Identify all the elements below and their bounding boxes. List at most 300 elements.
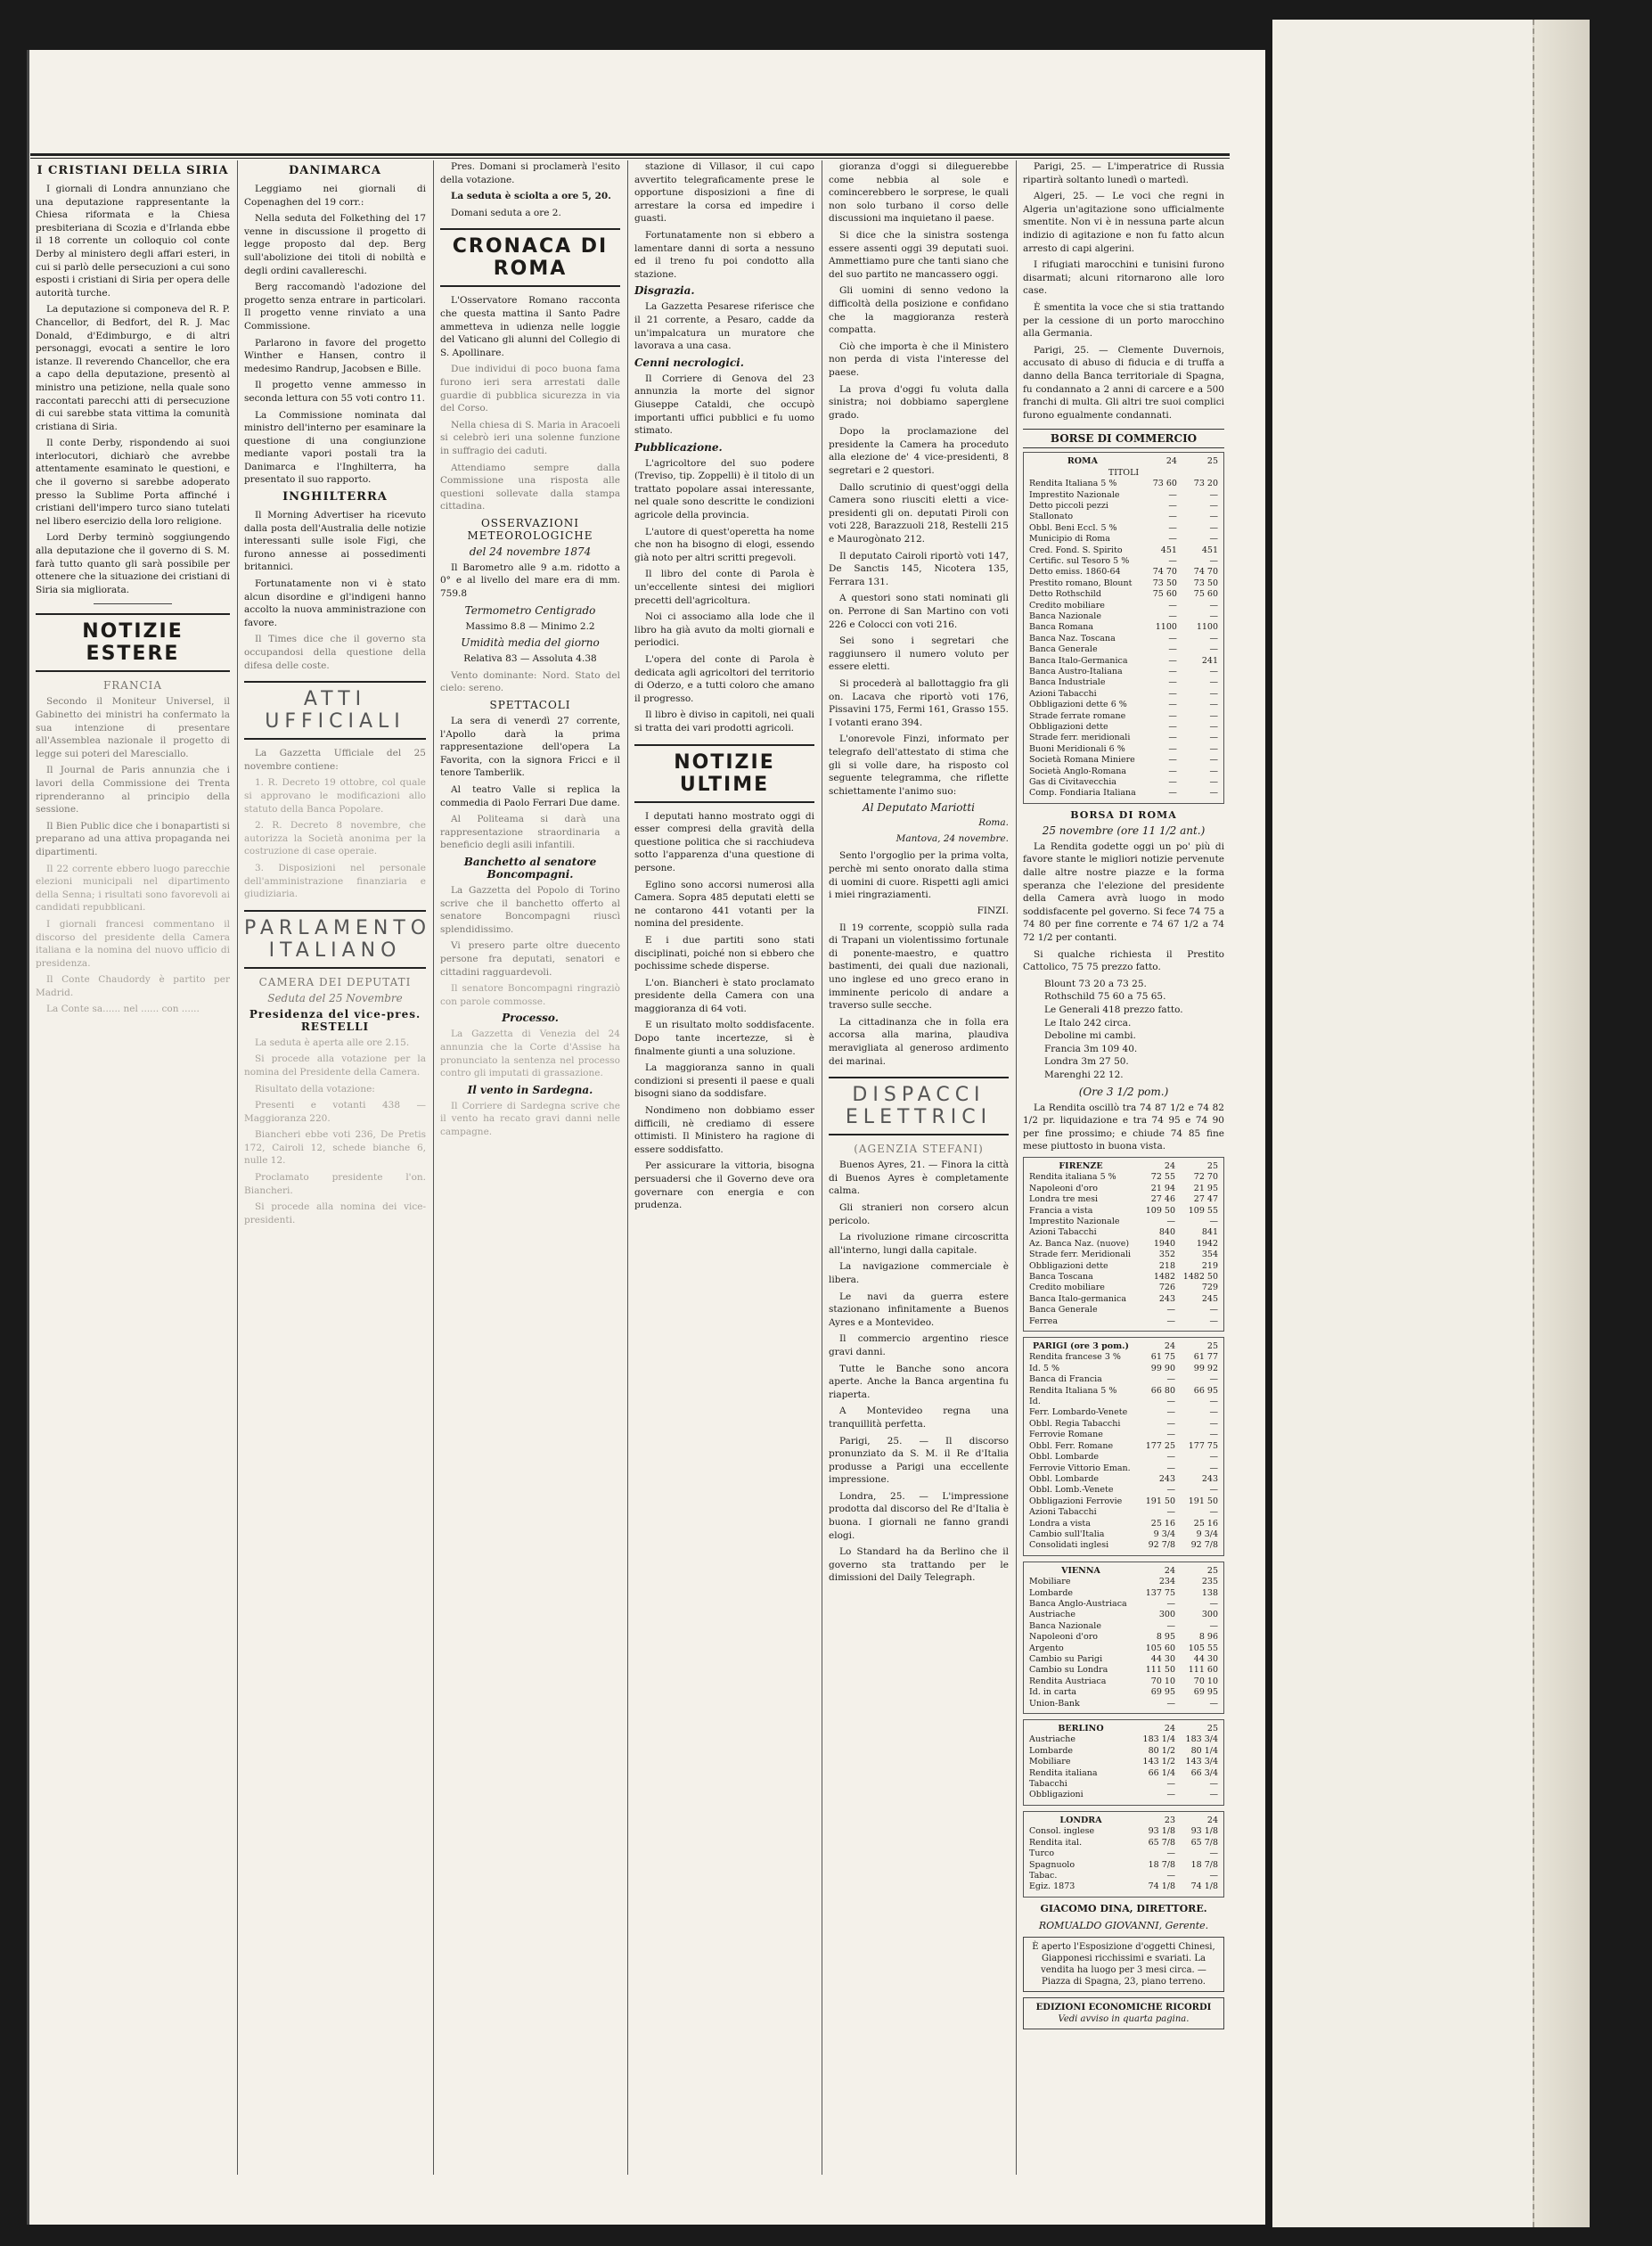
market-city: VIENNA [1061, 1565, 1100, 1576]
market-row [1027, 644, 1220, 655]
market-row [1027, 1699, 1220, 1709]
market-value: — [1168, 667, 1177, 676]
market-value: 73 60 [1152, 479, 1177, 489]
market-security-name: Detto piccoli pezzi [1029, 500, 1108, 511]
market-value: — [1209, 1452, 1218, 1463]
article-paragraph: Nella chiesa di S. Maria in Aracoeli si celebrò ieri una solenne funzione in suffragio dei caduti. [440, 419, 620, 456]
article-paragraph: Parigi, 25. — Clemente Duvernois, accusato di abuso di fiducia e di truffa a danno della Banca territoriale di Spagna, fu condannato a 2 anni di carcere e a 500 franchi di multa. Gli altri tre suoi complici furono egualmente condannati. [1023, 344, 1224, 421]
article-paragraph: L'autore di quest'operetta ha nome che non ha bisogno di elogi, essendo già noto per altri scritti pregevoli. [634, 526, 814, 563]
market-value: — [1168, 555, 1177, 566]
market-security-name: Obbl. Lombarde [1029, 1452, 1100, 1463]
market-value: 93 1/8 [1148, 1826, 1175, 1837]
market-value: 66 80 [1150, 1385, 1175, 1396]
market-row [1027, 1250, 1220, 1260]
market-row [1027, 501, 1220, 512]
market-value: 726 [1158, 1283, 1175, 1293]
market-value: — [1168, 733, 1177, 743]
market-security-name: Consol. inglese [1029, 1826, 1095, 1837]
market-row [1027, 1746, 1220, 1757]
market-table-roma [1023, 452, 1224, 804]
market-security-name: Banca Anglo-Austriaca [1029, 1598, 1127, 1609]
market-security-name: Cambio sull'Italia [1029, 1529, 1105, 1539]
market-value: 21 94 [1150, 1183, 1175, 1193]
market-date: 24 [1206, 1815, 1218, 1825]
market-value: 138 [1201, 1587, 1218, 1598]
market-value: — [1166, 1452, 1175, 1463]
market-section-title: BORSE DI COMMERCIO [1023, 429, 1224, 448]
market-row [1027, 656, 1220, 667]
subsection-title: OSSERVAZIONI METEOROLOGICHE [467, 516, 593, 542]
market-value: 241 [1201, 655, 1218, 666]
market-value: 1942 [1196, 1238, 1218, 1249]
market-row [1027, 1316, 1220, 1327]
market-value: 99 92 [1193, 1363, 1218, 1373]
subsection-title: Umidità media del giorno [461, 636, 600, 650]
market-row [1027, 1826, 1220, 1837]
market-value: — [1168, 611, 1177, 621]
market-value: 111 60 [1188, 1665, 1218, 1676]
market-date: 23 [1164, 1815, 1175, 1825]
market-value: — [1209, 1620, 1218, 1631]
market-value: 243 [1201, 1473, 1218, 1484]
article-paragraph: Berg raccomandò l'adozione del progetto senza entrare in particolari. Il progetto venne rinviato a una Commissione. [244, 282, 426, 332]
subsection-title: (AGENZIA STEFANI) [854, 1143, 984, 1156]
market-value: — [1168, 722, 1177, 733]
market-security-name: Lombarde [1029, 1587, 1074, 1598]
market-date: 25 [1206, 1160, 1218, 1171]
market-row [1027, 1632, 1220, 1643]
article-paragraph: Si procede alla votazione per la nomina del Presidente della Camera. [244, 1053, 426, 1078]
market-city: BERLINO [1058, 1724, 1104, 1734]
market-value: 72 70 [1193, 1172, 1218, 1183]
market-value: 354 [1201, 1250, 1218, 1260]
subsection-title: CAMERA DEI DEPUTATI [258, 975, 412, 988]
section-title: DISPACCI ELETTRICI [829, 1077, 1009, 1135]
market-security-name: Banca Generale [1029, 1305, 1098, 1316]
market-value: 70 10 [1193, 1676, 1218, 1686]
market-value: 75 60 [1193, 589, 1218, 600]
article-paragraph: Algeri, 25. — Le voci che regni in Algeria un'agitazione sono ufficialmente smentite. Non vi è in nessuna parte alcun indizio di agitazione e non fu fatto alcun arresto di capi algerini. [1023, 191, 1224, 254]
market-row [1027, 1239, 1220, 1250]
subsection-title: Processo. [502, 1012, 559, 1025]
market-row [1027, 1430, 1220, 1440]
market-security-name: Rendita Italiana 5 % [1029, 479, 1117, 489]
market-value: 177 25 [1145, 1440, 1175, 1451]
article-paragraph: Leggiamo nei giornali di Copenaghen del 19 corr.: [244, 184, 426, 208]
market-value: — [1166, 1374, 1175, 1385]
market-value: — [1168, 788, 1177, 799]
market-value: 109 50 [1145, 1205, 1175, 1216]
market-value: 218 [1158, 1260, 1175, 1271]
article-paragraph: Londra, 25. — L'impressione prodotta dal discorso del Re d'Italia è buona. I giornali ne fanno grandi elogi. [829, 1490, 1009, 1541]
market-value: — [1209, 633, 1218, 643]
market-row [1027, 722, 1220, 733]
market-value: — [1166, 1430, 1175, 1440]
market-security-name: Mobiliare [1029, 1757, 1071, 1767]
market-row [1027, 1644, 1220, 1654]
market-value: 75 60 [1152, 589, 1177, 600]
article-title: I CRISTIANI DELLA SIRIA [37, 164, 229, 177]
article-paragraph: Nella seduta del Folkething del 17 venne in discussione il progetto di legge proposto dal dep. Berg sull'abolizione dei titoli di nobiltà e degli ordini cavallereschi. [244, 213, 426, 276]
market-security-name: Imprestito Nazionale [1029, 1216, 1120, 1226]
market-row [1027, 744, 1220, 755]
market-value: — [1209, 611, 1218, 621]
market-row [1027, 733, 1220, 743]
market-value: 69 95 [1150, 1687, 1175, 1698]
market-date: 24 [1164, 1724, 1175, 1734]
market-value: 352 [1158, 1250, 1175, 1260]
telegram-signature: FINZI. [977, 905, 1009, 916]
market-value: 111 50 [1145, 1665, 1175, 1676]
market-value: 451 [1160, 545, 1177, 555]
telegram-address: Al Deputato Mariotti [862, 801, 975, 815]
market-security-name: Detto Rothschild [1029, 589, 1101, 600]
article-paragraph: Le navi da guerra estere stazionano infinitamente a Buenos Ayres e a Montevideo. [829, 1291, 1009, 1328]
market-security-name: Imprestito Nazionale [1029, 489, 1120, 500]
market-value: — [1166, 1698, 1175, 1709]
market-paragraph: Francia 3m 109 40. [1044, 1043, 1138, 1054]
market-rows [1027, 1172, 1220, 1327]
market-security-name: Strade ferr. Meridionali [1029, 1250, 1132, 1260]
subsection-title: SPETTACOLI [489, 699, 571, 712]
market-security-name: Obbligazioni Ferrovie [1029, 1496, 1123, 1506]
market-row [1027, 711, 1220, 722]
market-row [1027, 1838, 1220, 1848]
director-line: GIACOMO DINA, DIRETTORE. [1040, 1902, 1207, 1914]
market-security-name: Tabacchi [1029, 1779, 1067, 1790]
market-value: 65 7/8 [1148, 1837, 1175, 1848]
market-row [1027, 1848, 1220, 1859]
market-row [1027, 766, 1220, 777]
market-row [1027, 1676, 1220, 1687]
market-value: — [1168, 677, 1177, 688]
market-row [1027, 479, 1220, 489]
article-paragraph: La Commissione nominata dal ministro dell'interno per esaminare la questione di una congiunzione mediante vapori postali tra la Danimarca e l'Inghilterra, ha presentato il suo rapporto. [244, 409, 426, 486]
market-security-name: Napoleoni d'oro [1029, 1183, 1099, 1193]
market-value: 840 [1158, 1227, 1175, 1238]
market-security-name: Egiz. 1873 [1029, 1881, 1075, 1892]
subsection-title: Disgrazia. [634, 284, 695, 298]
article-paragraph: Il Conte Chaudordy è partito per Madrid. [36, 974, 230, 998]
article-paragraph: Per assicurare la vittoria, bisogna persuadersi che il Governo deve ora governare con energia e con prudenza. [634, 1160, 814, 1211]
market-table-firenze [1023, 1157, 1224, 1332]
market-date: 25 [1206, 1341, 1218, 1352]
subsection-title: Presidenza del vice-pres. RESTELLI [249, 1007, 421, 1033]
article-paragraph: Sei sono i segretari che raggiunsero il numero voluto per essere eletti. [829, 635, 1009, 673]
market-security-name: Obbl. Beni Eccl. 5 % [1029, 522, 1117, 533]
market-row [1027, 1386, 1220, 1397]
article-paragraph: L'opera del conte di Parola è dedicata agli agricoltori del territorio di Oderzo, e a tutti coloro che amano il progresso. [634, 654, 814, 704]
article-paragraph: Dallo scrutinio di quest'oggi della Camera sono riusciti eletti a vice-presidenti gli on. deputati Piroli con voti 228, Barazzuoli 218, Restelli 215 e Maurogònato 212. [829, 481, 1009, 545]
market-row [1027, 1397, 1220, 1407]
market-value: 235 [1201, 1577, 1218, 1587]
column-5 [829, 160, 1009, 1588]
market-security-name: Azioni Tabacchi [1029, 1507, 1097, 1518]
market-security-name: Mobiliare [1029, 1577, 1071, 1587]
article-paragraph: Parigi, 25. — L'imperatrice di Russia ripartirà soltanto lunedì o martedì. [1023, 161, 1224, 185]
market-security-name: Banca Toscana [1029, 1272, 1093, 1282]
advertisement-box [1023, 1997, 1224, 2029]
market-value: 27 46 [1150, 1194, 1175, 1205]
article-paragraph: La seduta è sciolta a ore 5, 20. [451, 191, 611, 202]
market-value: 9 3/4 [1196, 1529, 1218, 1539]
market-row [1027, 634, 1220, 644]
market-value: — [1166, 1305, 1175, 1316]
market-value: 66 3/4 [1190, 1767, 1218, 1778]
market-security-name: Banca di Francia [1029, 1374, 1102, 1385]
market-security-name: Lombarde [1029, 1745, 1074, 1756]
market-row [1027, 755, 1220, 766]
market-row [1027, 534, 1220, 545]
market-security-name: Londra tre mesi [1029, 1194, 1098, 1205]
article-paragraph: La Gazzetta Pesarese riferisce che il 21 corrente, a Pesaro, cadde da un'impalcatura un muratore che lavorava a una casa. [634, 301, 814, 352]
article-paragraph: Ciò che importa è che il Ministero non perda di vista l'interesse del paese. [829, 340, 1009, 378]
market-value: 92 7/8 [1148, 1540, 1175, 1551]
market-row [1027, 1610, 1220, 1620]
market-paragraph: Rothschild 75 60 a 75 65. [1044, 991, 1166, 1003]
article-paragraph: Nondimeno non dobbiamo esser difficili, nè crediamo di essere ottimisti. Il Ministero ha ragione di essere soddisfatto. [634, 1105, 814, 1155]
subsection-title: Banchetto al senatore Boncompagni. [463, 855, 597, 881]
market-row [1027, 1364, 1220, 1374]
market-value: — [1168, 633, 1177, 643]
market-security-name: Strade ferr. meridionali [1029, 733, 1131, 743]
market-rows [1027, 1734, 1220, 1800]
market-value: — [1209, 788, 1218, 799]
article-paragraph: Pres. Domani si proclamerà l'esito della votazione. [440, 161, 620, 185]
market-value: 21 95 [1193, 1183, 1218, 1193]
market-value: — [1168, 512, 1177, 522]
market-value: — [1209, 1397, 1218, 1407]
article-paragraph: La prova d'oggi fu voluta dalla sinistra; noi dobbiamo saperglene grado. [829, 383, 1009, 421]
advertisement-subtitle: Vedi avviso in quarta pagina. [1058, 2013, 1190, 2024]
market-row [1027, 1757, 1220, 1767]
article-paragraph: I giornali francesi commentano il discorso del presidente della Camera italiana e la nomina del nuovo ufficio di presidenza. [36, 918, 230, 969]
market-value: — [1166, 1418, 1175, 1429]
article-paragraph: Proclamato presidente l'on. Biancheri. [244, 1172, 426, 1196]
article-paragraph: La deputazione si componeva del R. P. Chancellor, di Bedfort, del R. J. Mac Donald, d'Edimburgo, e di altri personaggi, evocati a sentire le loro istanze. Il reverendo Chancellor, che era a capo della deputazione, presentò al ministro una petizione, nella quale sono raccontati parecchi atti di persecuzione di cui sarebbe stata vittima la comunità cristiana di Siria. [36, 304, 230, 432]
market-value: 8 96 [1198, 1632, 1218, 1643]
article-title: DANIMARCA [288, 164, 382, 177]
market-date: 24 [1165, 456, 1177, 467]
market-row [1027, 1588, 1220, 1599]
market-security-name: Banca Naz. Toscana [1029, 633, 1116, 643]
header-rule [30, 153, 1230, 156]
market-value: — [1168, 600, 1177, 611]
market-value: 44 30 [1150, 1654, 1175, 1664]
market-row [1027, 1577, 1220, 1587]
market-security-name: Id. 5 % [1029, 1363, 1059, 1373]
market-city: FIRENZE [1059, 1160, 1103, 1171]
market-row [1027, 556, 1220, 567]
market-security-name: Banca Romana [1029, 622, 1094, 633]
market-security-name: Cred. Fond. S. Spirito [1029, 545, 1123, 555]
article-paragraph: Biancheri ebbe voti 236, De Pretis 172, Cairoli 12, schede bianche 6, nulle 12. [244, 1129, 426, 1167]
market-value: — [1209, 1305, 1218, 1316]
section-divider [94, 603, 171, 604]
market-security-name: Spagnuolo [1029, 1859, 1075, 1870]
market-security-name: Banca Italo-Germanica [1029, 655, 1128, 666]
market-value: 18 7/8 [1190, 1859, 1218, 1870]
article-paragraph: Tutte le Banche sono ancora aperte. Anche la Banca argentina fu riaperta. [829, 1363, 1009, 1400]
market-value: — [1168, 489, 1177, 500]
market-row [1027, 1194, 1220, 1205]
market-security-name: Obbligazioni [1029, 1790, 1084, 1800]
adjacent-page-edge [1272, 20, 1590, 2227]
market-rows [1027, 1826, 1220, 1892]
article-paragraph: Parigi, 25. — Il discorso pronunziato da S. M. il Re d'Italia produsse a Parigi una eccellente impressione. [829, 1435, 1009, 1486]
advertisement-title: EDIZIONI ECONOMICHE RICORDI [1035, 2002, 1212, 2012]
market-subtitle: 25 novembre (ore 11 1/2 ant.) [1042, 824, 1206, 837]
article-paragraph: E un risultato molto soddisfacente. Dopo tante incertezze, si è finalmente giunti a una soluzione. [634, 1020, 814, 1057]
article-paragraph: La sera di venerdì 27 corrente, l'Apollo darà la prima rappresentazione dell'opera La Favorita, con la signora Fricci e il tenore Tamberlik. [440, 716, 620, 779]
market-row [1027, 1654, 1220, 1665]
market-value: — [1209, 700, 1218, 710]
market-value: 183 1/4 [1142, 1734, 1175, 1745]
market-table-parigi [1023, 1337, 1224, 1556]
market-value: — [1209, 512, 1218, 522]
market-row [1027, 1474, 1220, 1485]
market-security-name: Londra a vista [1029, 1518, 1091, 1529]
article-paragraph: L'Osservatore Romano racconta che questa mattina il Santo Padre ammetteva in udienza nelle loggie del Vaticano gli alunni del Collegio di S. Apollinare. [440, 295, 620, 358]
market-security-name: Tabac. [1029, 1870, 1058, 1881]
market-security-name: Banca Italo-germanica [1029, 1293, 1127, 1304]
market-security-name: Cambio su Parigi [1029, 1654, 1103, 1664]
article-paragraph: Il 22 corrente ebbero luogo parecchie elezioni municipali nel dipartimento della Senna; i risultati sono favorevoli ai candidati repubblicani. [36, 863, 230, 914]
market-row [1027, 1768, 1220, 1779]
market-security-name: Obbl. Lombarde [1029, 1473, 1100, 1484]
market-value: — [1166, 1216, 1175, 1226]
article-paragraph: Vento dominante: Nord. Stato del cielo: sereno. [440, 669, 620, 694]
article-paragraph: Al Politeama si darà una rappresentazione straordinaria a beneficio degli asili infantili. [440, 814, 620, 851]
market-value: — [1168, 655, 1177, 666]
article-paragraph: Il conte Derby, rispondendo ai suoi interlocutori, dichiarò che avrebbe attentamente esaminato le questioni, e che il governo si sarebbe adoperato presso la Sublime Porta affinché i cristiani dell'impero turco siano tutelati nel libero esercizio della loro religione. [36, 438, 230, 527]
market-security-name: Ferrea [1029, 1316, 1059, 1326]
market-row [1027, 1790, 1220, 1800]
article-paragraph: Gli stranieri non corsero alcun pericolo. [829, 1202, 1009, 1226]
market-value: — [1168, 644, 1177, 655]
market-value: 66 95 [1193, 1385, 1218, 1396]
market-date: 25 [1206, 1565, 1218, 1576]
market-row [1027, 1352, 1220, 1363]
article-paragraph: Il libro è diviso in capitoli, nei quali si tratta dei vari prodotti agricoli. [634, 709, 814, 734]
market-value: 18 7/8 [1148, 1859, 1175, 1870]
market-section-title: BORSA DI ROMA [1070, 808, 1177, 821]
market-value: — [1166, 1870, 1175, 1881]
market-security-name: Buoni Meridionali 6 % [1029, 743, 1125, 754]
market-row [1027, 700, 1220, 710]
market-value: — [1209, 1418, 1218, 1429]
article-paragraph: Il libro del conte di Parola è un'eccellente sintesi dei migliori precetti dell'agricoltura. [634, 569, 814, 606]
market-paragraph: Le Generali 418 prezzo fatto. [1044, 1004, 1183, 1015]
subsection-title: Il vento in Sardegna. [467, 1083, 593, 1096]
market-value: 99 90 [1150, 1363, 1175, 1373]
market-date: 24 [1164, 1565, 1175, 1576]
market-value: 1482 [1153, 1272, 1175, 1282]
market-row [1027, 1206, 1220, 1217]
market-value: 92 7/8 [1190, 1540, 1218, 1551]
market-value: — [1209, 733, 1218, 743]
article-paragraph: Secondo il Moniteur Universel, il Gabinetto dei ministri ha confermato la sua intenzione di presentare all'Assemblea nazionale il progetto di legge sui poteri del Maresciallo. [36, 696, 230, 759]
market-security-name: Azioni Tabacchi [1029, 1227, 1097, 1238]
market-row [1027, 1452, 1220, 1463]
market-value: 8 95 [1156, 1632, 1175, 1643]
market-value: 74 1/8 [1148, 1881, 1175, 1892]
article-paragraph: I deputati hanno mostrato oggi di esser compresi della gravità della questione politica che si racchiudeva sotto l'apparenza d'una questione di persone. [634, 810, 814, 873]
market-row [1027, 1599, 1220, 1610]
market-security-name: Banca Generale [1029, 644, 1098, 655]
subsection-title: Cenni necrologici. [634, 356, 744, 369]
market-security-name: Municipio di Roma [1029, 534, 1110, 545]
market-row [1027, 677, 1220, 688]
market-table-berlino [1023, 1719, 1224, 1806]
market-row [1027, 490, 1220, 501]
article-paragraph: Il Morning Advertiser ha ricevuto dalla posta dell'Australia delle notizie interessanti sulle isole Figi, che furono annesse ai possedimenti britannici. [244, 510, 426, 573]
market-value: — [1209, 1698, 1218, 1709]
market-value: — [1168, 534, 1177, 545]
market-value: 143 3/4 [1185, 1757, 1218, 1767]
article-paragraph: La rivoluzione rimane circoscritta all'interno, lungi dalla capitale. [829, 1232, 1009, 1256]
market-security-name: Ferr. Lombardo-Venete [1029, 1407, 1128, 1418]
market-value: — [1209, 1598, 1218, 1609]
market-paragraph: La Rendita oscillò tra 74 87 1/2 e 74 82 1/2 pr. liquidazione e tra 74 95 e 74 90 per fine prossimo; e chiude 74 85 fine mese piuttosto in buona vista. [1023, 1102, 1224, 1152]
market-value: — [1209, 600, 1218, 611]
market-date: 24 [1164, 1341, 1175, 1352]
market-row [1027, 788, 1220, 799]
section-title: ATTI UFFICIALI [244, 681, 426, 740]
article-paragraph: Il Corriere di Genova del 23 annunzia la morte del signor Giuseppe Cataldi, che occupò importanti uffici pubblici e fu uomo stimato. [634, 373, 814, 437]
market-security-name: Azioni Tabacchi [1029, 688, 1097, 699]
market-security-name: Argento [1029, 1643, 1064, 1653]
subsection-title: del 24 novembre 1874 [469, 545, 592, 558]
market-value: 65 7/8 [1190, 1837, 1218, 1848]
article-paragraph: Domani seduta a ore 2. [451, 207, 561, 218]
article-paragraph: La Conte sa...... nel ...... con ...... [46, 1004, 200, 1015]
market-value: 73 50 [1193, 578, 1218, 588]
article-paragraph: 2. R. Decreto 8 novembre, che autorizza la Società anonima per la costruzione di case operaie. [244, 820, 426, 857]
article-paragraph: Eglino sono accorsi numerosi alla Camera. Sopra 485 deputati eletti se ne contarono 441 votanti per la nomina del presidente. [634, 879, 814, 930]
market-value: 105 55 [1188, 1643, 1218, 1653]
market-value: — [1209, 1407, 1218, 1418]
market-value: — [1166, 1463, 1175, 1473]
market-value: — [1209, 677, 1218, 688]
market-row [1027, 545, 1220, 556]
section-title: NOTIZIE ESTERE [36, 613, 230, 672]
article-paragraph: Il 19 corrente, scoppiò sulla rada di Trapani un violentissimo fortunale di ponente-maestro, e quattro bastimenti, dei quali due nazionali, uno inglese ed uno greco erano in imminente pericolo di andare a traverso sulle secche. [829, 922, 1009, 1012]
market-city: ROMA [1067, 456, 1098, 467]
market-value: 74 1/8 [1190, 1881, 1218, 1892]
market-value: — [1209, 755, 1218, 766]
market-value: 72 55 [1150, 1172, 1175, 1183]
market-value: 183 3/4 [1185, 1734, 1218, 1745]
column-2 [244, 160, 432, 1230]
article-paragraph: Al teatro Valle si replica la commedia di Paolo Ferrari Due dame. [440, 784, 620, 808]
market-value: — [1209, 1316, 1218, 1326]
market-row [1027, 1184, 1220, 1194]
article-paragraph: Buenos Ayres, 21. — Finora la città di Buenos Ayres è completamente calma. [829, 1160, 1009, 1197]
article-paragraph: Il senatore Boncompagni ringraziò con parole commosse. [440, 983, 620, 1007]
article-paragraph: L'onorevole Finzi, informato per telegrafo dell'attestato di stima che gli si volle dare, ha risposto col seguente telegramma, che riflette schiettamente l'animo suo: [829, 734, 1009, 797]
advertisement: È aperto l'Esposizione d'oggetti Chinesi, Giapponesi ricchissimi e svariati. La vendita ha luogo per 3 mesi circa. — Piazza di Spagna, 23, piano terreno. [1023, 1937, 1224, 1992]
market-row [1027, 567, 1220, 578]
market-row [1027, 1496, 1220, 1507]
article-paragraph: L'on. Biancheri è stato proclamato presidente della Camera con una maggioranza di 64 voti. [634, 977, 814, 1014]
market-value: — [1209, 766, 1218, 776]
subsection-title: Pubblicazione. [634, 440, 723, 454]
market-value: — [1168, 688, 1177, 699]
article-paragraph: Il commercio argentino riesce gravi danni. [829, 1333, 1009, 1357]
market-value: 191 50 [1145, 1496, 1175, 1506]
article-paragraph: A Montevideo regna una tranquillità perfetta. [829, 1406, 1009, 1430]
